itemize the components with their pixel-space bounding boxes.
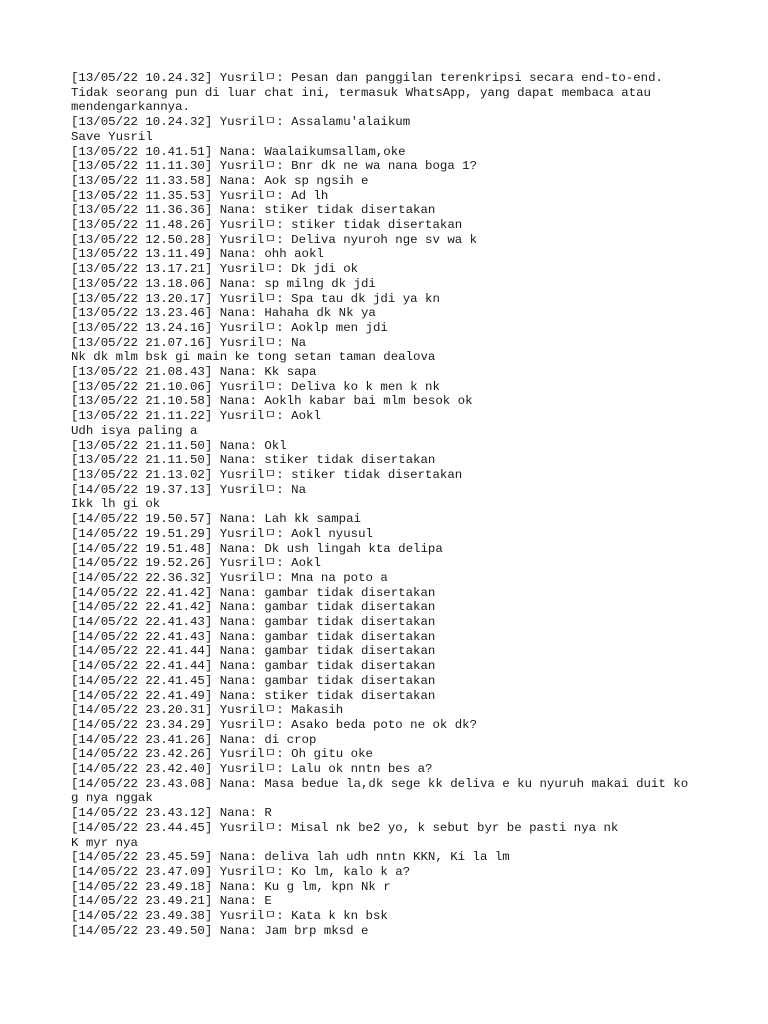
- transcript-line: K myr nya: [71, 835, 138, 850]
- transcript-line: [14/05/22 23.45.59] Nana: deliva lah udh nntn KKN, Ki la lm: [71, 850, 510, 865]
- transcript-line: [14/05/22 23.41.26] Nana: di crop: [71, 732, 317, 747]
- transcript-line: [14/05/22 19.51.48] Nana: Dk ush lingah kta delipa: [71, 541, 443, 556]
- transcript-line: [14/05/22 22.41.49] Nana: stiker tidak disertakan: [71, 688, 436, 703]
- transcript-line: [14/05/22 19.37.13] Yusrilㅁ: Na: [71, 482, 307, 497]
- transcript-line: [14/05/22 22.41.42] Nana: gambar tidak disertakan: [71, 585, 436, 600]
- transcript-line: Nk dk mlm bsk gi main ke tong setan taman dealova: [71, 350, 436, 365]
- transcript-line: Tidak seorang pun di luar chat ini, termasuk WhatsApp, yang dapat membaca atau: [71, 85, 651, 100]
- transcript-line: [13/05/22 13.23.46] Nana: Hahaha dk Nk ya: [71, 306, 376, 321]
- transcript-line: [14/05/22 23.20.31] Yusrilㅁ: Makasih: [71, 703, 344, 718]
- transcript-line: [14/05/22 22.36.32] Yusrilㅁ: Mna na poto a: [71, 570, 388, 585]
- transcript-line: [13/05/22 11.33.58] Nana: Aok sp ngsih e: [71, 173, 369, 188]
- transcript-line: [13/05/22 21.07.16] Yusrilㅁ: Na: [71, 335, 307, 350]
- transcript-line: mendengarkannya.: [71, 100, 190, 115]
- transcript-line: [14/05/22 19.52.26] Yusrilㅁ: Aokl: [71, 556, 321, 571]
- transcript-line: [13/05/22 21.11.50] Nana: stiker tidak disertakan: [71, 453, 436, 468]
- transcript-line: [14/05/22 23.49.18] Nana: Ku g lm, kpn Nk r: [71, 879, 391, 894]
- transcript-line: [14/05/22 22.41.44] Nana: gambar tidak disertakan: [71, 659, 436, 674]
- transcript-line: [14/05/22 19.51.29] Yusrilㅁ: Aokl nyusul: [71, 526, 373, 541]
- transcript-line: [14/05/22 22.41.43] Nana: gambar tidak disertakan: [71, 629, 436, 644]
- transcript-line: [14/05/22 23.47.09] Yusrilㅁ: Ko lm, kalo k a?: [71, 864, 411, 879]
- transcript-line: [14/05/22 22.41.42] Nana: gambar tidak disertakan: [71, 600, 436, 615]
- transcript-line: Ikk lh gi ok: [71, 497, 161, 512]
- transcript-line: [14/05/22 23.43.08] Nana: Masa bedue la,dk sege kk deliva e ku nyuruh makai duit ko: [71, 776, 689, 791]
- transcript-line: [14/05/22 19.50.57] Nana: Lah kk sampai: [71, 512, 361, 527]
- transcript-line: [13/05/22 21.10.06] Yusrilㅁ: Deliva ko k men k nk: [71, 379, 440, 394]
- transcript-line: [14/05/22 23.34.29] Yusrilㅁ: Asako beda poto ne ok dk?: [71, 717, 478, 732]
- transcript-line: [13/05/22 13.17.21] Yusrilㅁ: Dk jdi ok: [71, 262, 359, 277]
- transcript-line: [14/05/22 22.41.43] Nana: gambar tidak disertakan: [71, 615, 436, 630]
- transcript-line: [13/05/22 11.35.53] Yusrilㅁ: Ad lh: [71, 188, 329, 203]
- transcript-line: [14/05/22 23.49.21] Nana: E: [71, 894, 272, 909]
- transcript-line: [14/05/22 23.49.38] Yusrilㅁ: Kata k kn bsk: [71, 909, 388, 924]
- transcript-line: [14/05/22 23.49.50] Nana: Jam brp mksd e: [71, 923, 369, 938]
- transcript-line: Udh isya paling a: [71, 423, 198, 438]
- chat-transcript: [71, 71, 701, 938]
- transcript-line: [14/05/22 22.41.44] Nana: gambar tidak disertakan: [71, 644, 436, 659]
- transcript-line: [13/05/22 13.24.16] Yusrilㅁ: Aoklp men jdi: [71, 320, 388, 335]
- transcript-line: [13/05/22 11.36.36] Nana: stiker tidak disertakan: [71, 203, 436, 218]
- transcript-line: [14/05/22 23.42.40] Yusrilㅁ: Lalu ok nntn bes a?: [71, 762, 433, 777]
- transcript-line: [13/05/22 13.11.49] Nana: ohh aokl: [71, 247, 324, 262]
- transcript-line: [13/05/22 13.18.06] Nana: sp milng dk jdi: [71, 276, 376, 291]
- transcript-line: [13/05/22 11.48.26] Yusrilㅁ: stiker tidak disertakan: [71, 218, 463, 233]
- transcript-line: [13/05/22 13.20.17] Yusrilㅁ: Spa tau dk jdi ya kn: [71, 291, 440, 306]
- transcript-line: [14/05/22 22.41.45] Nana: gambar tidak disertakan: [71, 673, 436, 688]
- transcript-line: g nya nggak: [71, 791, 153, 806]
- transcript-line: [13/05/22 21.11.50] Nana: Okl: [71, 438, 287, 453]
- transcript-line: [13/05/22 12.50.28] Yusrilㅁ: Deliva nyuroh nge sv wa k: [71, 232, 478, 247]
- transcript-line: [14/05/22 23.44.45] Yusrilㅁ: Misal nk be2 yo, k sebut byr be pasti nya nk: [71, 820, 619, 835]
- transcript-line: [13/05/22 10.24.32] Yusrilㅁ: Pesan dan panggilan terenkripsi secara end-to-end.: [71, 71, 663, 85]
- transcript-line: [14/05/22 23.43.12] Nana: R: [71, 806, 272, 821]
- transcript-line: [13/05/22 21.10.58] Nana: Aoklh kabar bai mlm besok ok: [71, 394, 473, 409]
- transcript-line: [13/05/22 10.41.51] Nana: Waalaikumsallam,oke: [71, 144, 406, 159]
- transcript-line: [13/05/22 21.13.02] Yusrilㅁ: stiker tidak disertakan: [71, 467, 463, 482]
- transcript-line: [13/05/22 10.24.32] Yusrilㅁ: Assalamu'alaikum: [71, 115, 411, 130]
- transcript-line: Save Yusril: [71, 129, 153, 144]
- transcript-line: [13/05/22 21.11.22] Yusrilㅁ: Aokl: [71, 409, 321, 424]
- transcript-line: [13/05/22 21.08.43] Nana: Kk sapa: [71, 365, 317, 380]
- transcript-line: [13/05/22 11.11.30] Yusrilㅁ: Bnr dk ne wa nana boga 1?: [71, 159, 478, 174]
- transcript-line: [14/05/22 23.42.26] Yusrilㅁ: Oh gitu oke: [71, 747, 373, 762]
